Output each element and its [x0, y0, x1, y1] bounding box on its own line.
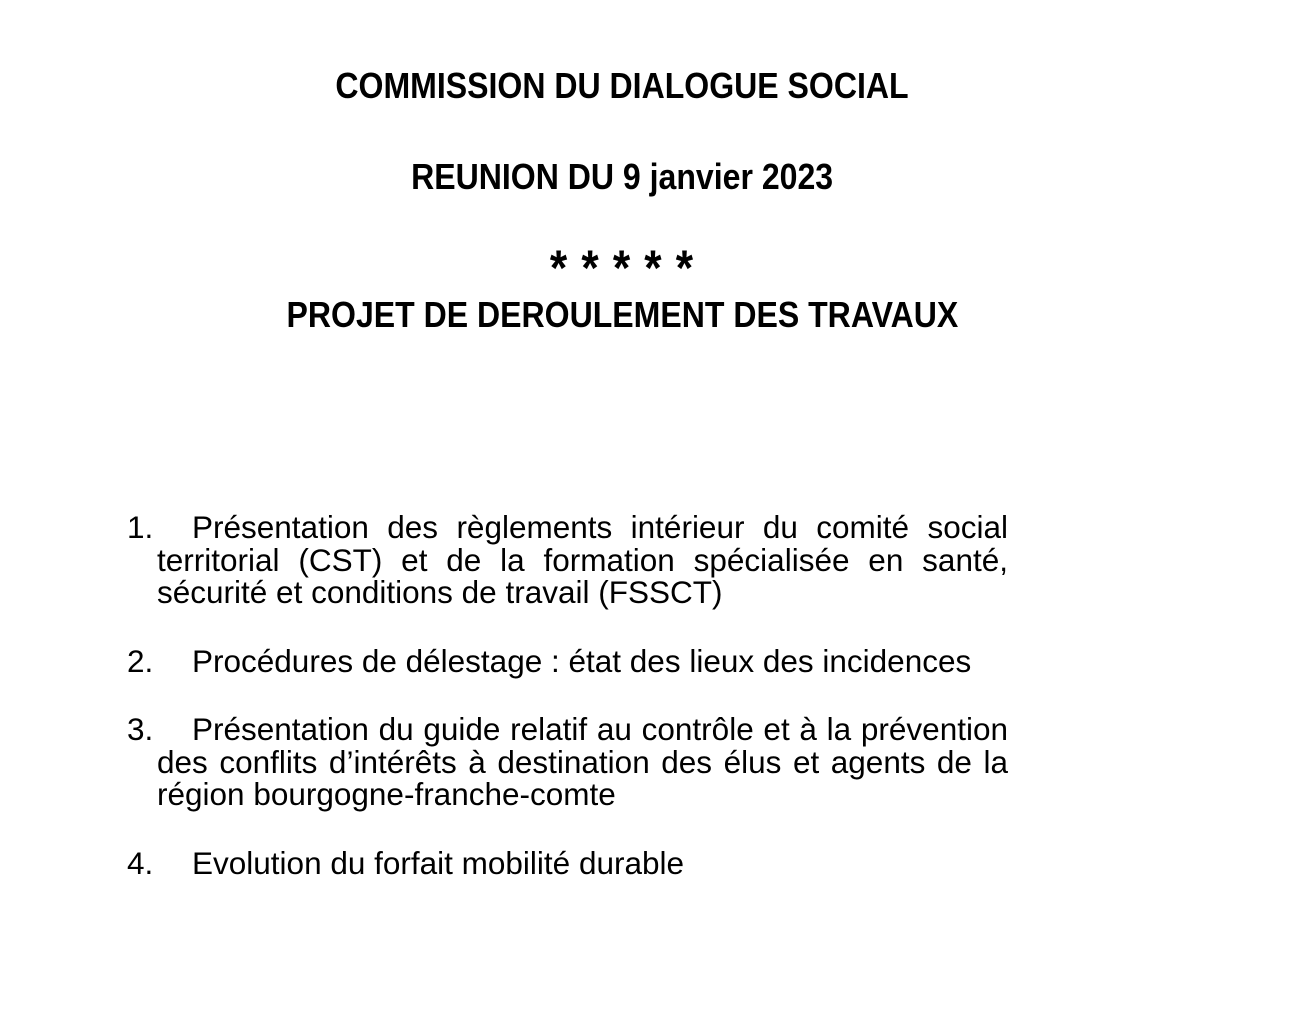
- agenda-item: [127, 642, 1008, 679]
- document-subtitle: [0, 293, 1244, 337]
- document-subtitle-text: PROJET DE DEROULEMENT DES TRAVAUX: [286, 294, 958, 335]
- agenda-item-number: 3.: [127, 711, 154, 747]
- document-title-text: COMMISSION DU DIALOGUE SOCIAL: [335, 65, 909, 106]
- agenda-item-number: 4.: [127, 844, 154, 881]
- agenda-item: [127, 844, 1008, 881]
- agenda-item-number: 2.: [127, 642, 154, 679]
- agenda-item-text: Présentation des règlements intérieur du comité social territorial (CST) et de la formation spécialisée en santé, sécurité et conditions de travail (FSSCT): [157, 509, 1008, 610]
- meeting-date-heading: [0, 155, 1244, 199]
- agenda-item: [127, 711, 1008, 812]
- agenda-item: [127, 509, 1008, 610]
- agenda-item-text: Evolution du forfait mobilité durable: [192, 844, 685, 881]
- agenda-item-text: Présentation du guide relatif au contrôle et à la prévention des conflits d’intérêts à destination des élus et agents de la région bourgogne-franche-comte: [157, 711, 1008, 812]
- document-title: [0, 64, 1244, 108]
- stars-separator: [0, 240, 1244, 296]
- agenda-list: [127, 509, 1008, 881]
- agenda-item-text: Procédures de délestage : état des lieux des incidences: [192, 642, 972, 679]
- meeting-date-text: REUNION DU 9 janvier 2023: [410, 156, 834, 197]
- agenda-item-number: 1.: [127, 509, 154, 545]
- stars-separator-text: * * * * *: [549, 240, 695, 296]
